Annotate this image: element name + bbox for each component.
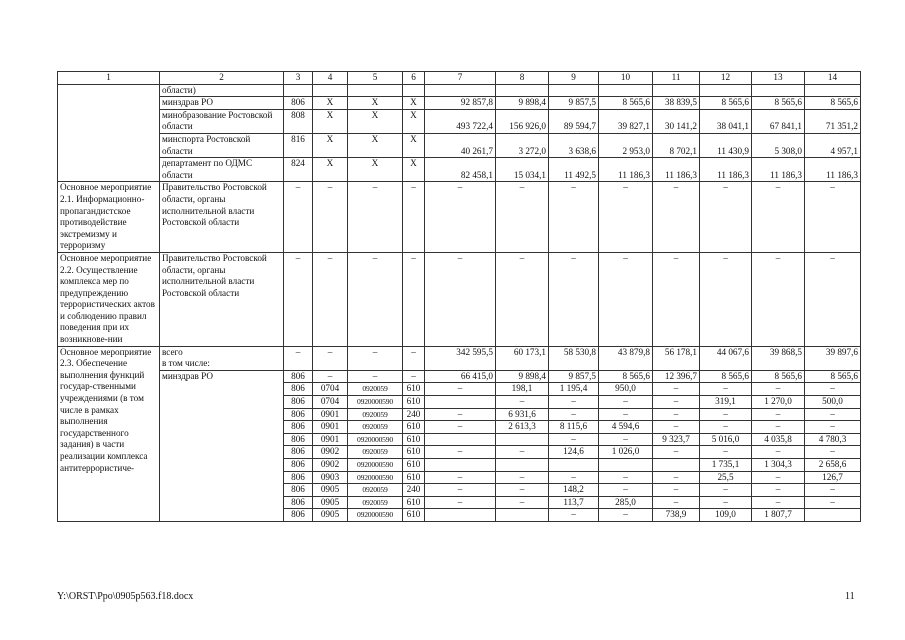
value-cell: 808	[284, 109, 313, 133]
value-cell: –	[496, 252, 549, 346]
value-cell: 8 565,6	[599, 97, 653, 110]
column-header: 4	[313, 72, 348, 85]
value-cell: 8 565,6	[805, 370, 861, 383]
column-header: 3	[284, 72, 313, 85]
value-cell: 240	[403, 484, 425, 497]
value-cell: –	[348, 182, 403, 253]
value-cell: X	[348, 109, 403, 133]
value-cell: –	[752, 471, 805, 484]
table-row	[58, 133, 861, 157]
value-cell: 0901	[313, 433, 348, 446]
value-cell: –	[700, 252, 752, 346]
value-cell: 30 141,2	[653, 109, 700, 133]
value-cell: 11 186,3	[752, 158, 805, 182]
value-cell: 285,0	[599, 496, 653, 509]
value-cell: 0905	[313, 484, 348, 497]
value-cell: –	[549, 408, 599, 421]
value-cell: –	[700, 496, 752, 509]
value-cell: –	[599, 484, 653, 497]
value-cell: 11 186,3	[805, 158, 861, 182]
value-cell: –	[549, 252, 599, 346]
value-cell: 56 178,1	[653, 346, 700, 370]
value-cell: 0920000590	[348, 459, 403, 472]
value-cell: 109,0	[700, 509, 752, 522]
value-cell: 0704	[313, 396, 348, 409]
value-cell: 39 868,5	[752, 346, 805, 370]
value-cell: 9 323,7	[653, 433, 700, 446]
header-row	[58, 72, 861, 85]
value-cell: –	[653, 383, 700, 396]
column-header: 2	[160, 72, 284, 85]
value-cell: –	[805, 484, 861, 497]
value-cell: 9 898,4	[496, 97, 549, 110]
column-header: 14	[805, 72, 861, 85]
value-cell: –	[403, 252, 425, 346]
value-cell: –	[348, 252, 403, 346]
value-cell: 39 827,1	[599, 109, 653, 133]
value-cell: 610	[403, 509, 425, 522]
value-cell: 71 351,2	[805, 109, 861, 133]
value-cell: –	[752, 496, 805, 509]
empty-cell	[653, 84, 700, 97]
value-cell: 0920059	[348, 446, 403, 459]
value-cell: 610	[403, 383, 425, 396]
empty-cell	[599, 84, 653, 97]
value-cell: 610	[403, 471, 425, 484]
value-cell: –	[700, 446, 752, 459]
value-cell: 806	[284, 509, 313, 522]
value-cell: 610	[403, 396, 425, 409]
value-cell: –	[425, 421, 496, 434]
value-cell: –	[805, 383, 861, 396]
value-cell: 0905	[313, 496, 348, 509]
value-cell: 89 594,7	[549, 109, 599, 133]
value-cell: 824	[284, 158, 313, 182]
value-cell	[496, 459, 549, 472]
executor-cell: минобразование Ростовской области	[160, 109, 284, 133]
column-header: 10	[599, 72, 653, 85]
value-cell: –	[348, 370, 403, 383]
value-cell: 44 067,6	[700, 346, 752, 370]
value-cell: 12 396,7	[653, 370, 700, 383]
value-cell: –	[313, 252, 348, 346]
value-cell: 610	[403, 433, 425, 446]
value-cell: 610	[403, 421, 425, 434]
value-cell: –	[599, 396, 653, 409]
value-cell: 8 702,1	[653, 133, 700, 157]
value-cell	[496, 433, 549, 446]
value-cell: 9 857,5	[549, 97, 599, 110]
value-cell: 1 304,3	[752, 459, 805, 472]
value-cell: 610	[403, 459, 425, 472]
table-row	[58, 370, 861, 383]
value-cell	[496, 509, 549, 522]
value-cell: –	[425, 383, 496, 396]
value-cell: X	[313, 158, 348, 182]
value-cell: –	[805, 182, 861, 253]
value-cell: –	[313, 346, 348, 370]
value-cell: 113,7	[549, 496, 599, 509]
value-cell: 1 735,1	[700, 459, 752, 472]
column-header: 8	[496, 72, 549, 85]
value-cell: –	[653, 484, 700, 497]
value-cell: 6 931,6	[496, 408, 549, 421]
value-cell: X	[348, 133, 403, 157]
budget-table	[57, 71, 861, 522]
column-header: 5	[348, 72, 403, 85]
value-cell: 67 841,1	[752, 109, 805, 133]
empty-cell	[805, 84, 861, 97]
value-cell	[549, 459, 599, 472]
value-cell: 66 415,0	[425, 370, 496, 383]
value-cell: 0920000590	[348, 471, 403, 484]
value-cell: –	[599, 433, 653, 446]
value-cell	[425, 509, 496, 522]
value-cell: 0920059	[348, 496, 403, 509]
empty-cell	[549, 84, 599, 97]
value-cell: 1 026,0	[599, 446, 653, 459]
value-cell: 15 034,1	[496, 158, 549, 182]
value-cell: 4 594,6	[599, 421, 653, 434]
value-cell: 4 035,8	[752, 433, 805, 446]
value-cell: 82 458,1	[425, 158, 496, 182]
value-cell: –	[752, 182, 805, 253]
value-cell: –	[599, 182, 653, 253]
value-cell: –	[752, 383, 805, 396]
value-cell: –	[752, 408, 805, 421]
value-cell: 92 857,8	[425, 97, 496, 110]
value-cell: 342 595,5	[425, 346, 496, 370]
value-cell: –	[599, 509, 653, 522]
value-cell: X	[403, 158, 425, 182]
value-cell: –	[700, 484, 752, 497]
value-cell: 11 186,3	[599, 158, 653, 182]
measure-row	[58, 182, 861, 253]
executor-cell: минспорта Ростовской области	[160, 133, 284, 157]
value-cell: –	[805, 446, 861, 459]
value-cell: 500,0	[805, 396, 861, 409]
value-cell: 8 565,6	[599, 370, 653, 383]
value-cell: X	[403, 97, 425, 110]
value-cell: –	[348, 346, 403, 370]
executor-cell: Правительство Ростовской области, органы исполнительной власти Ростовской области	[160, 252, 284, 346]
value-cell: 1 270,0	[752, 396, 805, 409]
executor-cell: минздрав РО	[160, 97, 284, 110]
value-cell: 493 722,4	[425, 109, 496, 133]
empty-cell	[425, 84, 496, 97]
value-cell: 806	[284, 459, 313, 472]
value-cell: 806	[284, 370, 313, 383]
executor-cell: минздрав РО	[160, 370, 284, 521]
value-cell: 39 897,6	[805, 346, 861, 370]
value-cell: X	[348, 158, 403, 182]
value-cell: 610	[403, 446, 425, 459]
value-cell: 9 857,5	[549, 370, 599, 383]
value-cell: –	[653, 446, 700, 459]
including-label: в том числе:	[162, 358, 210, 369]
value-cell: –	[752, 484, 805, 497]
value-cell: –	[425, 471, 496, 484]
value-cell: 58 530,8	[549, 346, 599, 370]
value-cell: –	[752, 421, 805, 434]
value-cell: 156 926,0	[496, 109, 549, 133]
column-header: 1	[58, 72, 160, 85]
value-cell: 806	[284, 484, 313, 497]
value-cell: 11 186,3	[700, 158, 752, 182]
value-cell: X	[348, 97, 403, 110]
value-cell: 43 879,8	[599, 346, 653, 370]
value-cell: –	[805, 408, 861, 421]
value-cell: 8 565,6	[805, 97, 861, 110]
value-cell: 198,1	[496, 383, 549, 396]
value-cell: –	[700, 182, 752, 253]
value-cell: 0905	[313, 509, 348, 522]
value-cell: 0901	[313, 408, 348, 421]
value-cell: 806	[284, 433, 313, 446]
value-cell: –	[700, 408, 752, 421]
measure-title: Основное мероприятие 2.1. Информационно-пропагандистское противодействие экстремизму и терроризму	[58, 182, 160, 253]
value-cell: 806	[284, 396, 313, 409]
value-cell: –	[549, 396, 599, 409]
value-cell: –	[653, 252, 700, 346]
value-cell: 806	[284, 446, 313, 459]
empty-cell	[403, 84, 425, 97]
value-cell	[805, 509, 861, 522]
value-cell: 806	[284, 383, 313, 396]
value-cell: –	[425, 496, 496, 509]
value-cell: –	[653, 421, 700, 434]
value-cell: –	[313, 182, 348, 253]
value-cell	[425, 396, 496, 409]
table-row	[58, 97, 861, 110]
value-cell: –	[496, 396, 549, 409]
value-cell: 11 430,9	[700, 133, 752, 157]
value-cell: –	[805, 252, 861, 346]
value-cell: –	[653, 396, 700, 409]
value-cell: X	[403, 109, 425, 133]
value-cell: 38 041,1	[700, 109, 752, 133]
page-number: 11	[845, 591, 855, 602]
value-cell: 5 308,0	[752, 133, 805, 157]
value-cell: –	[425, 484, 496, 497]
value-cell: –	[653, 496, 700, 509]
value-cell: –	[700, 383, 752, 396]
value-cell: –	[496, 471, 549, 484]
value-cell: 40 261,7	[425, 133, 496, 157]
value-cell: X	[403, 133, 425, 157]
value-cell: –	[599, 408, 653, 421]
value-cell: –	[403, 370, 425, 383]
value-cell: 8 565,6	[752, 97, 805, 110]
value-cell: 124,6	[549, 446, 599, 459]
executor-cell: области)	[160, 84, 284, 97]
value-cell: –	[549, 509, 599, 522]
empty-cell	[752, 84, 805, 97]
empty-cell	[348, 84, 403, 97]
value-cell: 148,2	[549, 484, 599, 497]
column-header: 6	[403, 72, 425, 85]
table-row	[58, 109, 861, 133]
value-cell: 319,1	[700, 396, 752, 409]
executor-cell: Правительство Ростовской области, органы исполнительной власти Ростовской области	[160, 182, 284, 253]
column-header: 11	[653, 72, 700, 85]
value-cell: –	[284, 182, 313, 253]
value-cell: 0920000590	[348, 509, 403, 522]
value-cell: 0920000590	[348, 433, 403, 446]
value-cell: X	[313, 109, 348, 133]
value-cell: –	[313, 370, 348, 383]
value-cell: 816	[284, 133, 313, 157]
value-cell: 8 565,6	[700, 370, 752, 383]
value-cell: –	[425, 252, 496, 346]
value-cell: 9 898,4	[496, 370, 549, 383]
value-cell: 8 565,6	[700, 97, 752, 110]
value-cell: 738,9	[653, 509, 700, 522]
value-cell: –	[496, 446, 549, 459]
table-row	[58, 84, 861, 97]
file-path: Y:\ORST\Ppo\0905p563.f18.docx	[57, 591, 194, 602]
value-cell: 240	[403, 408, 425, 421]
value-cell: –	[653, 408, 700, 421]
value-cell: 3 638,6	[549, 133, 599, 157]
value-cell: 2 613,3	[496, 421, 549, 434]
value-cell: –	[425, 182, 496, 253]
value-cell: 4 780,3	[805, 433, 861, 446]
column-header: 9	[549, 72, 599, 85]
value-cell: –	[425, 446, 496, 459]
empty-cell	[284, 84, 313, 97]
executor-cell: департамент по ОДМС области	[160, 158, 284, 182]
value-cell: –	[284, 252, 313, 346]
measure-row	[58, 252, 861, 346]
value-cell: 1 195,4	[549, 383, 599, 396]
value-cell: 25,5	[700, 471, 752, 484]
measure-title: Основное мероприятие 2.2. Осуществление комплекса мер по предупреждению террористических актов и соблюдению правил поведения при их возникнове-нии	[58, 252, 160, 346]
value-cell: 0920059	[348, 408, 403, 421]
value-cell: –	[599, 471, 653, 484]
value-cell: 60 173,1	[496, 346, 549, 370]
value-cell: 11 492,5	[549, 158, 599, 182]
value-cell: 806	[284, 471, 313, 484]
value-cell: X	[313, 97, 348, 110]
value-cell: –	[653, 182, 700, 253]
column-header: 12	[700, 72, 752, 85]
value-cell: 806	[284, 97, 313, 110]
value-cell: –	[403, 182, 425, 253]
value-cell: 0920059	[348, 383, 403, 396]
executor-cell	[160, 346, 284, 370]
measure-title: Основное мероприятие 2.3. Обеспечение выполнения функций государ-ственными учреждениями (в том числе в рамках выполнения государственного задания) в части реализации комплекса антитеррористиче-	[58, 346, 160, 521]
value-cell: 950,0	[599, 383, 653, 396]
value-cell: –	[599, 252, 653, 346]
value-cell: 0901	[313, 421, 348, 434]
value-cell: –	[549, 471, 599, 484]
value-cell: 38 839,5	[653, 97, 700, 110]
value-cell: 806	[284, 421, 313, 434]
value-cell	[653, 459, 700, 472]
column-header: 13	[752, 72, 805, 85]
value-cell: 806	[284, 408, 313, 421]
value-cell: X	[313, 133, 348, 157]
value-cell: 0903	[313, 471, 348, 484]
value-cell: 8 115,6	[549, 421, 599, 434]
value-cell: 610	[403, 496, 425, 509]
value-cell: 8 565,6	[752, 370, 805, 383]
empty-cell	[313, 84, 348, 97]
value-cell: –	[425, 408, 496, 421]
measure-row	[58, 346, 861, 370]
table-row	[58, 158, 861, 182]
value-cell: –	[752, 446, 805, 459]
value-cell: 2 658,6	[805, 459, 861, 472]
value-cell: –	[496, 484, 549, 497]
value-cell: –	[403, 346, 425, 370]
value-cell	[599, 459, 653, 472]
value-cell: 4 957,1	[805, 133, 861, 157]
value-cell: 126,7	[805, 471, 861, 484]
value-cell: 3 272,0	[496, 133, 549, 157]
value-cell: –	[805, 421, 861, 434]
value-cell	[425, 459, 496, 472]
value-cell: 0902	[313, 446, 348, 459]
value-cell: –	[549, 182, 599, 253]
value-cell: 11 186,3	[653, 158, 700, 182]
value-cell: –	[549, 433, 599, 446]
value-cell: 0920000590	[348, 396, 403, 409]
value-cell: 0902	[313, 459, 348, 472]
value-cell: 0920059	[348, 421, 403, 434]
value-cell: 2 953,0	[599, 133, 653, 157]
total-label: всего	[162, 346, 183, 357]
empty-cell	[496, 84, 549, 97]
value-cell: 5 016,0	[700, 433, 752, 446]
value-cell: –	[284, 346, 313, 370]
value-cell: –	[752, 252, 805, 346]
value-cell: 806	[284, 496, 313, 509]
value-cell	[425, 433, 496, 446]
value-cell: 1 807,7	[752, 509, 805, 522]
empty-cell	[700, 84, 752, 97]
value-cell: –	[700, 421, 752, 434]
value-cell: –	[496, 182, 549, 253]
column-header: 7	[425, 72, 496, 85]
value-cell: –	[805, 496, 861, 509]
value-cell: –	[496, 496, 549, 509]
value-cell: –	[653, 471, 700, 484]
value-cell: 0920059	[348, 484, 403, 497]
value-cell: 0704	[313, 383, 348, 396]
blank-cell	[58, 84, 160, 182]
